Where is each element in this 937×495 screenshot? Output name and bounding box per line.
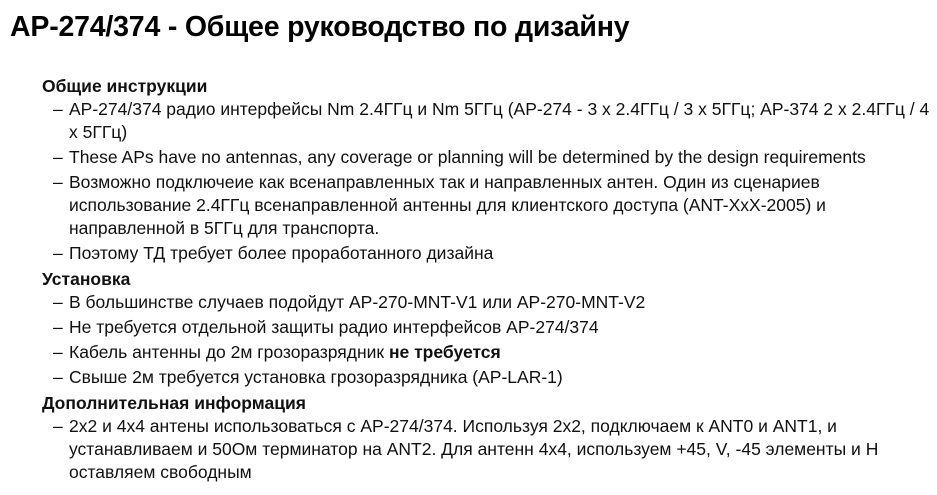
section-general-instructions <box>42 74 932 265</box>
bullet-list <box>42 415 932 484</box>
bullet-text: These APs have no antennas, any coverage or planning will be determined by the design requirements <box>69 147 866 167</box>
bullet-item <box>42 366 932 389</box>
section-heading: Установка <box>42 269 131 289</box>
bullet-text: AP-274/374 радио интерфейсы Nm 2.4ГГц и Nm 5ГГц (AP-274 - 3 x 2.4ГГц / 3 x 5ГГц; AP-374 2 x 2.4ГГц / 4 x 5ГГц) <box>69 99 930 142</box>
section-additional-info <box>42 391 932 484</box>
dash-marker: – <box>53 367 63 387</box>
bullet-text: Не требуется отдельной защиты радио интерфейсов AP-274/374 <box>69 317 599 337</box>
dash-marker: – <box>53 292 63 312</box>
bullet-text: Поэтому ТД требует более проработанного дизайна <box>69 243 494 263</box>
section-installation <box>42 267 932 389</box>
bullet-text: В большинстве случаев подойдут AP-270-MNT-V1 или AP-270-MNT-V2 <box>69 292 646 312</box>
dash-marker: – <box>53 172 63 192</box>
section-heading: Общие инструкции <box>42 76 208 96</box>
bullet-item <box>42 341 932 364</box>
bullet-item <box>42 291 932 314</box>
slide-content <box>42 74 932 486</box>
dash-marker: – <box>53 147 63 167</box>
bullet-item <box>42 415 932 484</box>
dash-marker: – <box>53 317 63 337</box>
bullet-text: Кабель антенны до 2м грозоразрядник <box>69 342 389 362</box>
dash-marker: – <box>53 342 63 362</box>
bullet-text: Свыше 2м требуется установка грозоразрядника (AP-LAR-1) <box>69 367 563 387</box>
bullet-text: 2x2 и 4x4 антены использоваться с AP-274/374. Используя 2x2, подключаем к ANT0 и ANT1, и устанавливаем и 50Ом терминатор на ANT2. Для антенн 4x4, используем +45, V, -45 элементы и H оставляем свободным <box>69 416 879 482</box>
bullet-text: Возможно подключеие как всенаправленных так и направленных антен. Один из сценариев использование 2.4ГГц всенаправленной антенны для клиентского доступа (ANT-XxX-2005) и направленной в 5ГГц для транспорта. <box>69 172 826 238</box>
dash-marker: – <box>53 243 63 263</box>
slide-title: AP-274/374 - Общее руководство по дизайну <box>10 11 630 43</box>
bullet-list <box>42 291 932 389</box>
bullet-list <box>42 98 932 265</box>
dash-marker: – <box>53 99 63 119</box>
bullet-bold-text: не требуется <box>388 342 501 362</box>
section-heading: Дополнительная информация <box>42 393 306 413</box>
bullet-item <box>42 98 932 144</box>
dash-marker: – <box>53 416 63 436</box>
bullet-item <box>42 242 932 265</box>
bullet-item <box>42 171 932 240</box>
bullet-item <box>42 146 932 169</box>
bullet-item <box>42 316 932 339</box>
